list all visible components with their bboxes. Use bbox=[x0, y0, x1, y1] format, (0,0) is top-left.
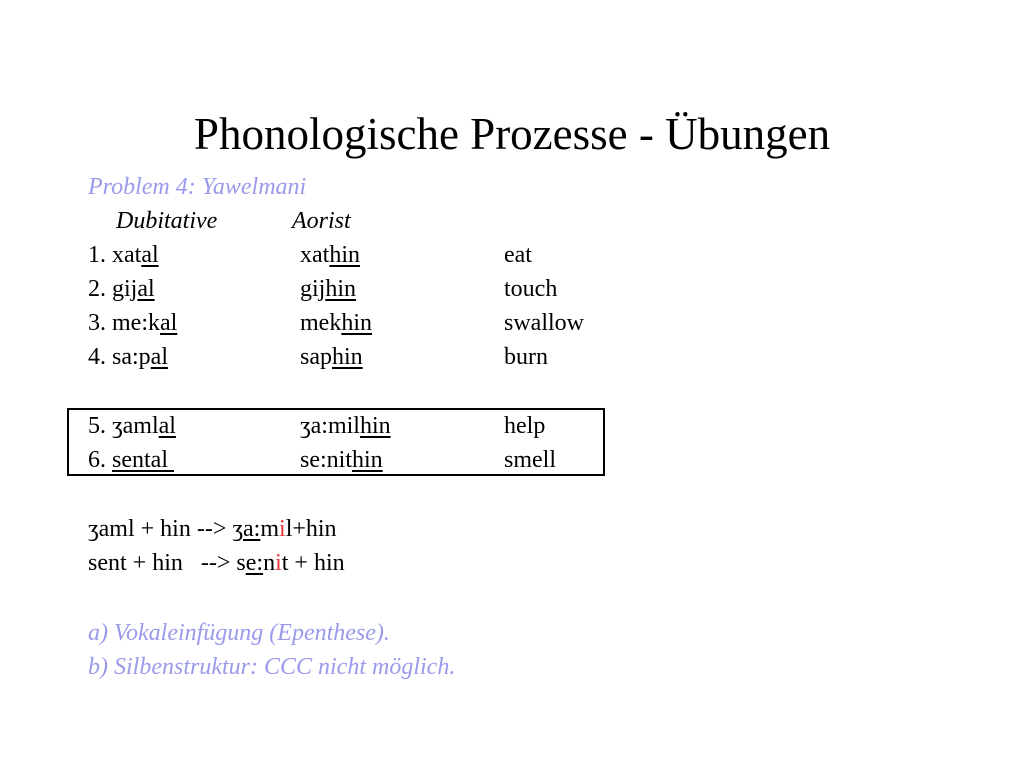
aorist-cell: mekhin bbox=[300, 310, 372, 336]
aorist-cell: gijhin bbox=[300, 276, 357, 302]
aorist-cell: saphin bbox=[300, 344, 363, 370]
aorist-cell: xathin bbox=[300, 242, 360, 268]
problem-heading: Problem 4: Yawelmani bbox=[88, 174, 307, 200]
dubitative-cell: 2. gijal bbox=[88, 276, 155, 302]
header-aorist: Aorist bbox=[292, 208, 351, 234]
derivation-line: sent + hin --> se:nit + hin bbox=[88, 550, 345, 576]
slide-title: Phonologische Prozesse - Übungen bbox=[193, 109, 831, 159]
note-syllable-structure: b) Silbenstruktur: CCC nicht möglich. bbox=[88, 654, 456, 680]
table-row bbox=[88, 240, 608, 270]
table-row bbox=[88, 342, 608, 372]
dubitative-cell: 6. sental bbox=[88, 447, 174, 473]
column-headers bbox=[88, 206, 588, 236]
dubitative-cell: 5. ʒamlal bbox=[88, 413, 176, 439]
note-vowel-insertion: a) Vokaleinfügung (Epenthese). bbox=[88, 620, 390, 646]
derivation-line: ʒaml + hin --> ʒa:mil+hin bbox=[88, 516, 337, 542]
dubitative-cell: 3. me:kal bbox=[88, 310, 178, 336]
epenthetic-vowel: i bbox=[279, 516, 286, 542]
table-row bbox=[88, 274, 608, 304]
gloss-cell: burn bbox=[504, 344, 548, 370]
dubitative-cell: 1. xatal bbox=[88, 242, 159, 268]
gloss-cell: eat bbox=[504, 242, 532, 268]
gloss-cell: touch bbox=[504, 276, 558, 302]
dubitative-cell: 4. sa:pal bbox=[88, 344, 168, 370]
gloss-cell: smell bbox=[504, 447, 556, 473]
gloss-cell: swallow bbox=[504, 310, 584, 336]
aorist-cell: se:nithin bbox=[300, 447, 383, 473]
aorist-cell: ʒa:milhin bbox=[300, 413, 391, 439]
table-row bbox=[88, 411, 608, 441]
table-row bbox=[88, 445, 608, 475]
epenthetic-vowel: i bbox=[275, 550, 282, 576]
header-dubitative: Dubitative bbox=[116, 208, 218, 234]
table-row bbox=[88, 308, 608, 338]
gloss-cell: help bbox=[504, 413, 546, 439]
